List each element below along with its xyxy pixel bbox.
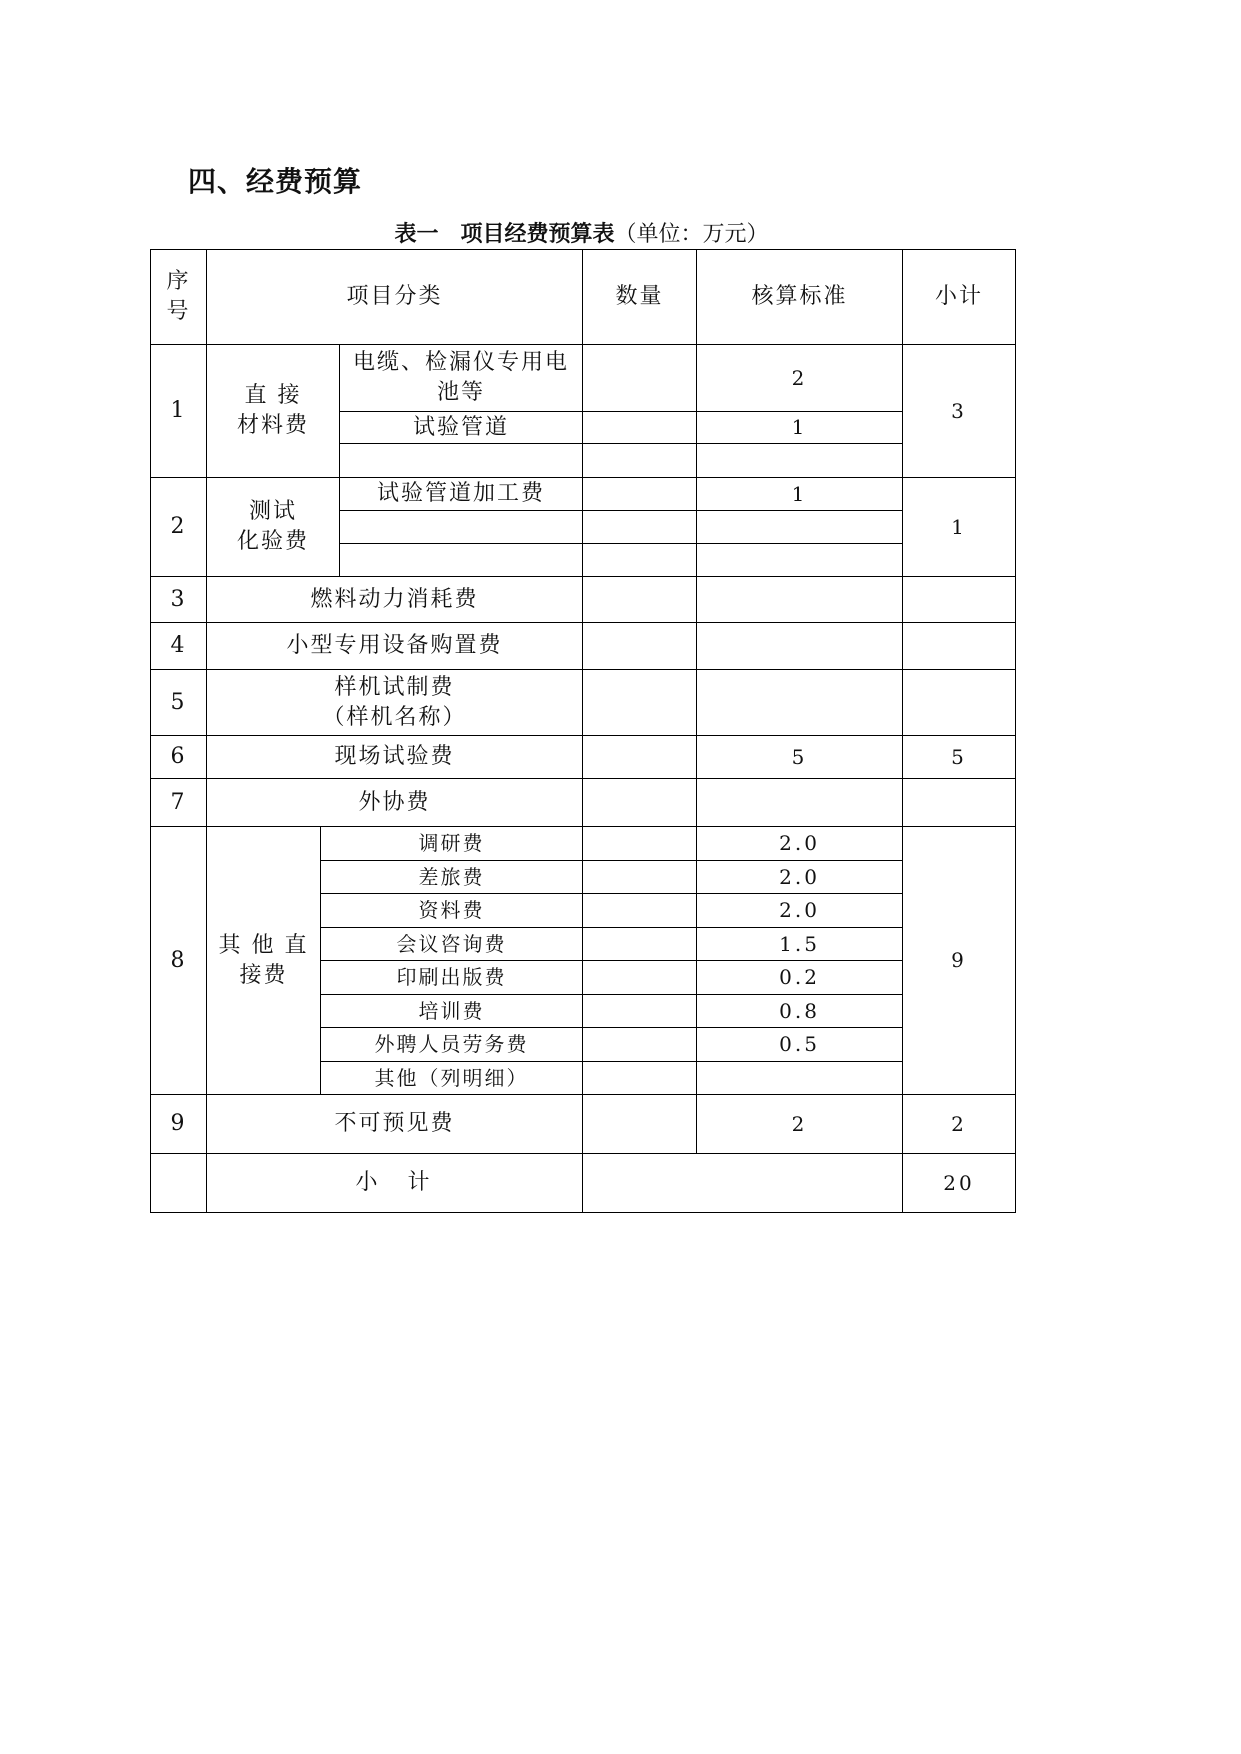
item-name-cell: 电缆、检漏仪专用电池等 bbox=[340, 345, 583, 412]
quantity-cell bbox=[583, 478, 697, 511]
item-name-cell: 其他（列明细） bbox=[321, 1062, 583, 1095]
subtotal-cell bbox=[903, 623, 1016, 670]
category-cell: 直 接 材料费 bbox=[207, 345, 340, 478]
total-row bbox=[151, 1154, 1016, 1213]
standard-cell bbox=[697, 544, 903, 577]
table-caption bbox=[150, 217, 1013, 248]
subtotal-cell: 5 bbox=[903, 736, 1016, 779]
seq-cell: 9 bbox=[151, 1095, 207, 1154]
subtotal-cell bbox=[903, 670, 1016, 736]
table-caption-main: 表一 项目经费预算表 bbox=[394, 222, 615, 247]
quantity-cell bbox=[583, 961, 697, 995]
item-name-cell: 外协费 bbox=[207, 779, 583, 827]
seq-cell bbox=[151, 1154, 207, 1213]
quantity-cell bbox=[583, 345, 697, 412]
category-cell: 测试 化验费 bbox=[207, 478, 340, 577]
standard-cell bbox=[697, 623, 903, 670]
quantity-cell bbox=[583, 623, 697, 670]
subtotal-cell: 3 bbox=[903, 345, 1016, 478]
header-subtotal: 小计 bbox=[903, 250, 1016, 345]
quantity-cell bbox=[583, 779, 697, 827]
quantity-cell bbox=[583, 511, 697, 544]
item-name-cell bbox=[340, 444, 583, 478]
seq-cell: 4 bbox=[151, 623, 207, 670]
quantity-cell bbox=[583, 861, 697, 894]
header-quantity: 数量 bbox=[583, 250, 697, 345]
item-name-cell bbox=[340, 511, 583, 544]
item-name-cell: 外聘人员劳务费 bbox=[321, 1028, 583, 1062]
subtotal-cell: 9 bbox=[903, 827, 1016, 1095]
standard-cell: 2.0 bbox=[697, 861, 903, 894]
item-name-cell: 现场试验费 bbox=[207, 736, 583, 779]
standard-cell bbox=[697, 444, 903, 478]
seq-cell: 6 bbox=[151, 736, 207, 779]
standard-cell: 2.0 bbox=[697, 894, 903, 928]
subtotal-cell bbox=[903, 779, 1016, 827]
standard-cell: 0.5 bbox=[697, 1028, 903, 1062]
item-name-cell: 试验管道 bbox=[340, 412, 583, 444]
subtotal-cell bbox=[903, 577, 1016, 623]
quantity-cell bbox=[583, 412, 697, 444]
seq-cell: 1 bbox=[151, 345, 207, 478]
quantity-cell bbox=[583, 1062, 697, 1095]
header-standard: 核算标准 bbox=[697, 250, 903, 345]
seq-cell: 5 bbox=[151, 670, 207, 736]
category-cell: 其 他 直 接费 bbox=[207, 827, 321, 1095]
item-name-cell: 燃料动力消耗费 bbox=[207, 577, 583, 623]
standard-cell bbox=[697, 511, 903, 544]
standard-cell: 5 bbox=[697, 736, 903, 779]
item-name-cell: 差旅费 bbox=[321, 861, 583, 894]
table-row bbox=[151, 623, 1016, 670]
table-row bbox=[151, 670, 1016, 736]
budget-table bbox=[150, 249, 1016, 1213]
quantity-cell bbox=[583, 995, 697, 1028]
total-blank-cell bbox=[583, 1154, 903, 1213]
item-name-cell: 培训费 bbox=[321, 995, 583, 1028]
standard-cell: 2.0 bbox=[697, 827, 903, 861]
table-row bbox=[151, 1095, 1016, 1154]
quantity-cell bbox=[583, 1028, 697, 1062]
item-name-cell: 样机试制费 （样机名称） bbox=[207, 670, 583, 736]
standard-cell: 0.8 bbox=[697, 995, 903, 1028]
quantity-cell bbox=[583, 928, 697, 961]
table-row bbox=[151, 779, 1016, 827]
total-label: 小 计 bbox=[207, 1154, 583, 1213]
table-row bbox=[151, 827, 1016, 861]
standard-cell: 1.5 bbox=[697, 928, 903, 961]
quantity-cell bbox=[583, 827, 697, 861]
header-category: 项目分类 bbox=[207, 250, 583, 345]
table-row bbox=[151, 345, 1016, 412]
total-value: 20 bbox=[903, 1154, 1016, 1213]
standard-cell: 0.2 bbox=[697, 961, 903, 995]
quantity-cell bbox=[583, 577, 697, 623]
item-name-cell: 试验管道加工费 bbox=[340, 478, 583, 511]
table-row bbox=[151, 478, 1016, 511]
standard-cell bbox=[697, 670, 903, 736]
item-name-cell: 资料费 bbox=[321, 894, 583, 928]
header-row bbox=[151, 250, 1016, 345]
standard-cell bbox=[697, 577, 903, 623]
item-name-cell: 调研费 bbox=[321, 827, 583, 861]
item-name-cell: 会议咨询费 bbox=[321, 928, 583, 961]
standard-cell: 1 bbox=[697, 478, 903, 511]
table-caption-unit: （单位：万元） bbox=[614, 222, 769, 247]
table-row bbox=[151, 577, 1016, 623]
quantity-cell bbox=[583, 444, 697, 478]
quantity-cell bbox=[583, 1095, 697, 1154]
item-name-cell: 小型专用设备购置费 bbox=[207, 623, 583, 670]
item-name-cell bbox=[340, 544, 583, 577]
subtotal-cell: 1 bbox=[903, 478, 1016, 577]
table-row bbox=[151, 736, 1016, 779]
seq-cell: 2 bbox=[151, 478, 207, 577]
quantity-cell bbox=[583, 670, 697, 736]
standard-cell bbox=[697, 779, 903, 827]
standard-cell: 2 bbox=[697, 345, 903, 412]
seq-cell: 8 bbox=[151, 827, 207, 1095]
standard-cell: 2 bbox=[697, 1095, 903, 1154]
item-name-cell: 不可预见费 bbox=[207, 1095, 583, 1154]
seq-cell: 3 bbox=[151, 577, 207, 623]
quantity-cell bbox=[583, 544, 697, 577]
section-title: 四、经费预算 bbox=[188, 165, 363, 198]
subtotal-cell: 2 bbox=[903, 1095, 1016, 1154]
standard-cell: 1 bbox=[697, 412, 903, 444]
header-seq: 序号 bbox=[151, 250, 207, 345]
quantity-cell bbox=[583, 894, 697, 928]
standard-cell bbox=[697, 1062, 903, 1095]
item-name-cell: 印刷出版费 bbox=[321, 961, 583, 995]
seq-cell: 7 bbox=[151, 779, 207, 827]
quantity-cell bbox=[583, 736, 697, 779]
